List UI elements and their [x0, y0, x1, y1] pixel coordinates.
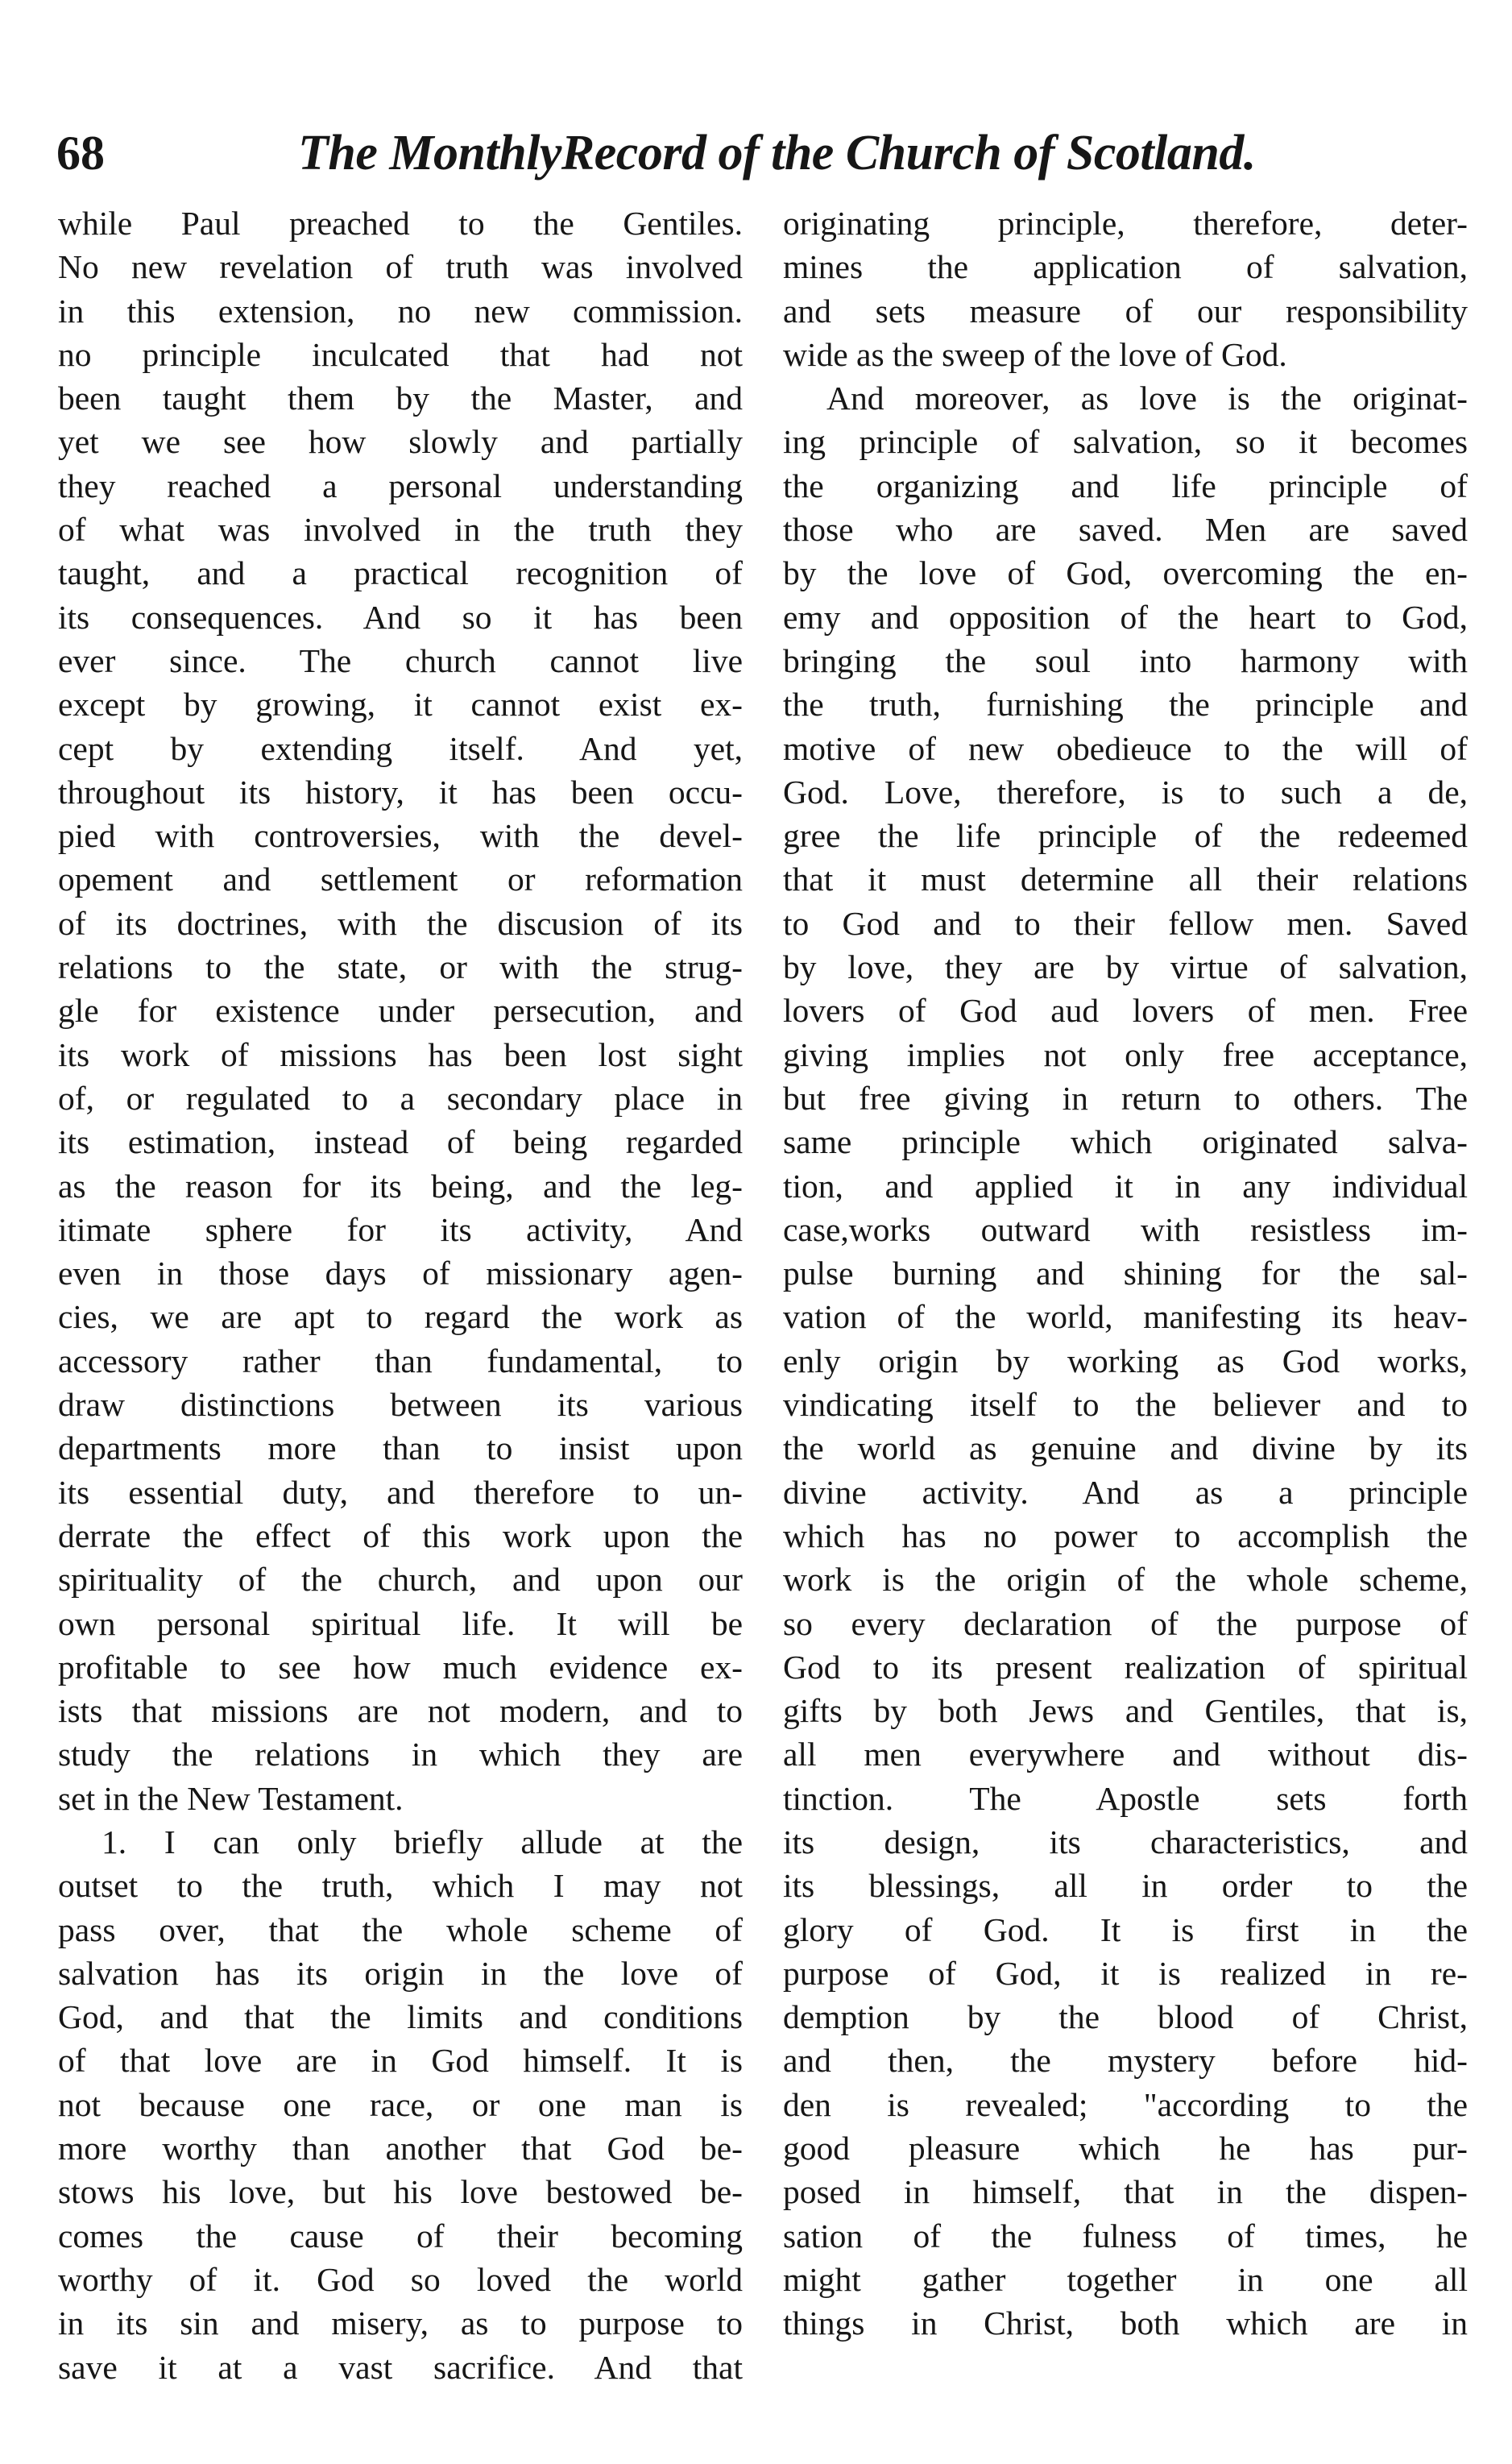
text-line: pass over, that the whole scheme of — [58, 1910, 743, 1948]
text-line: God. Love, therefore, is to such a de, — [783, 773, 1468, 811]
text-line: gle for existence under persecution, and — [58, 992, 743, 1030]
text-line: might gather together in one all — [783, 2260, 1468, 2298]
text-line: itimate sphere for its activity, And — [58, 1210, 743, 1248]
text-line: as the reason for its being, and the leg- — [58, 1167, 743, 1205]
text-line: the truth, furnishing the principle and — [783, 686, 1468, 724]
text-line: and then, the mystery before hid- — [783, 2042, 1468, 2080]
text-line: ever since. The church cannot live — [58, 641, 743, 679]
text-line: emy and opposition of the heart to God, — [783, 598, 1468, 636]
text-line: God to its present realization of spiritual — [783, 1648, 1468, 1686]
text-line: things in Christ, both which are in — [783, 2304, 1468, 2342]
text-line: in its sin and misery, as to purpose to — [58, 2304, 743, 2342]
text-line: pied with controversies, with the devel- — [58, 817, 743, 855]
running-title: The MonthlyRecord of the Church of Scotland. — [298, 126, 1256, 180]
text-line: same principle which originated salva- — [783, 1123, 1468, 1161]
text-line: God, and that the limits and conditions — [58, 1998, 743, 2036]
text-line: profitable to see how much evidence ex- — [58, 1648, 743, 1686]
text-line: tion, and applied it in any individual — [783, 1167, 1468, 1205]
text-line: no principle inculcated that had not — [58, 335, 743, 373]
text-line: spirituality of the church, and upon our — [58, 1561, 743, 1599]
text-line: case,works outward with resistless im- — [783, 1210, 1468, 1248]
text-line: to God and to their fellow men. Saved — [783, 904, 1468, 942]
text-line: its blessings, all in order to the — [783, 1867, 1468, 1905]
text-line: originating principle, therefore, deter- — [783, 205, 1468, 242]
text-line: bringing the soul into harmony with — [783, 641, 1468, 679]
text-line: departments more than to insist upon — [58, 1429, 743, 1467]
text-line: enly origin by working as God works, — [783, 1342, 1468, 1379]
text-line: gifts by both Jews and Gentiles, that is, — [783, 1692, 1468, 1730]
text-line: giving implies not only free acceptance, — [783, 1035, 1468, 1073]
text-line: wide as the sweep of the love of God. — [783, 335, 1287, 373]
text-line: those who are saved. Men are saved — [783, 511, 1468, 549]
text-line: in this extension, no new commission. — [58, 292, 743, 330]
text-line: throughout its history, it has been occu- — [58, 773, 743, 811]
text-line: posed in himself, that in the dispen- — [783, 2173, 1468, 2211]
text-line: stows his love, but his love bestowed be- — [58, 2173, 743, 2211]
text-line: good pleasure which he has pur- — [783, 2130, 1468, 2167]
text-line: lovers of God aud lovers of men. Free — [783, 992, 1468, 1030]
text-line: ists that missions are not modern, and to — [58, 1692, 743, 1730]
text-line: vation of the world, manifesting its heav- — [783, 1298, 1468, 1336]
text-line: cies, we are apt to regard the work as — [58, 1298, 743, 1336]
text-line: even in those days of missionary agen- — [58, 1255, 743, 1292]
text-line: its work of missions has been lost sight — [58, 1035, 743, 1073]
text-line: of, or regulated to a secondary place in — [58, 1079, 743, 1117]
text-line: sation of the fulness of times, he — [783, 2217, 1468, 2255]
text-line: No new revelation of truth was involved — [58, 248, 743, 286]
text-line: study the relations in which they are — [58, 1736, 743, 1773]
text-line: gree the life principle of the redeemed — [783, 817, 1468, 855]
text-line: And moreover, as love is the originat- — [826, 380, 1468, 417]
page-number: 68 — [56, 127, 105, 180]
text-line: ing principle of salvation, so it becomes — [783, 423, 1468, 461]
text-line: mines the application of salvation, — [783, 248, 1468, 286]
text-line: its consequences. And so it has been — [58, 598, 743, 636]
text-line: so every declaration of the purpose of — [783, 1604, 1468, 1642]
text-line: cept by extending itself. And yet, — [58, 729, 743, 767]
text-line: which has no power to accomplish the — [783, 1516, 1468, 1554]
text-line: not because one race, or one man is — [58, 2085, 743, 2123]
text-line: purpose of God, it is realized in re- — [783, 1954, 1468, 1992]
text-line: taught, and a practical recognition of — [58, 554, 743, 592]
text-line: den is revealed; "according to the — [783, 2085, 1468, 2123]
right-column — [783, 201, 1468, 2346]
text-line: accessory rather than fundamental, to — [58, 1342, 743, 1379]
text-line: pulse burning and shining for the sal- — [783, 1255, 1468, 1292]
text-line: outset to the truth, which I may not — [58, 1867, 743, 1905]
text-line: more worthy than another that God be- — [58, 2130, 743, 2167]
text-line: by love, they are by virtue of salvation, — [783, 948, 1468, 986]
left-column — [58, 201, 743, 2389]
text-line: its essential duty, and therefore to un- — [58, 1473, 743, 1511]
text-line: draw distinctions between its various — [58, 1386, 743, 1424]
text-line: yet we see how slowly and partially — [58, 423, 743, 461]
text-line: its design, its characteristics, and — [783, 1823, 1468, 1860]
text-line: that it must determine all their relations — [783, 861, 1468, 898]
text-line: of what was involved in the truth they — [58, 511, 743, 549]
text-line: but free giving in return to others. The — [783, 1079, 1468, 1117]
text-line: salvation has its origin in the love of — [58, 1954, 743, 1992]
text-line: worthy of it. God so loved the world — [58, 2260, 743, 2298]
text-line: tinction. The Apostle sets forth — [783, 1779, 1468, 1817]
text-line: except by growing, it cannot exist ex- — [58, 686, 743, 724]
text-line: comes the cause of their becoming — [58, 2217, 743, 2255]
text-line: all men everywhere and without dis- — [783, 1736, 1468, 1773]
text-line: motive of new obedieuce to the will of — [783, 729, 1468, 767]
text-line: demption by the blood of Christ, — [783, 1998, 1468, 2036]
text-line: the organizing and life principle of — [783, 467, 1468, 504]
text-line: while Paul preached to the Gentiles. — [58, 205, 743, 242]
text-line: opement and settlement or reformation — [58, 861, 743, 898]
text-line: of that love are in God himself. It is — [58, 2042, 743, 2080]
text-line: and sets measure of our responsibility — [783, 292, 1468, 330]
text-line: save it at a vast sacrifice. And that — [58, 2348, 743, 2386]
text-line: 1. I can only briefly allude at the — [101, 1823, 743, 1860]
text-line: own personal spiritual life. It will be — [58, 1604, 743, 1642]
text-line: glory of God. It is first in the — [783, 1910, 1468, 1948]
text-line: derrate the effect of this work upon the — [58, 1516, 743, 1554]
text-line: its estimation, instead of being regarded — [58, 1123, 743, 1161]
text-line: by the love of God, overcoming the en- — [783, 554, 1468, 592]
text-line: the world as genuine and divine by its — [783, 1429, 1468, 1467]
text-line: divine activity. And as a principle — [783, 1473, 1468, 1511]
text-line: set in the New Testament. — [58, 1779, 404, 1817]
page-header — [56, 121, 1474, 185]
text-line: been taught them by the Master, and — [58, 380, 743, 417]
text-line: of its doctrines, with the discusion of its — [58, 904, 743, 942]
text-line: relations to the state, or with the strug- — [58, 948, 743, 986]
text-line: work is the origin of the whole scheme, — [783, 1561, 1468, 1599]
text-line: vindicating itself to the believer and to — [783, 1386, 1468, 1424]
text-line: they reached a personal understanding — [58, 467, 743, 504]
